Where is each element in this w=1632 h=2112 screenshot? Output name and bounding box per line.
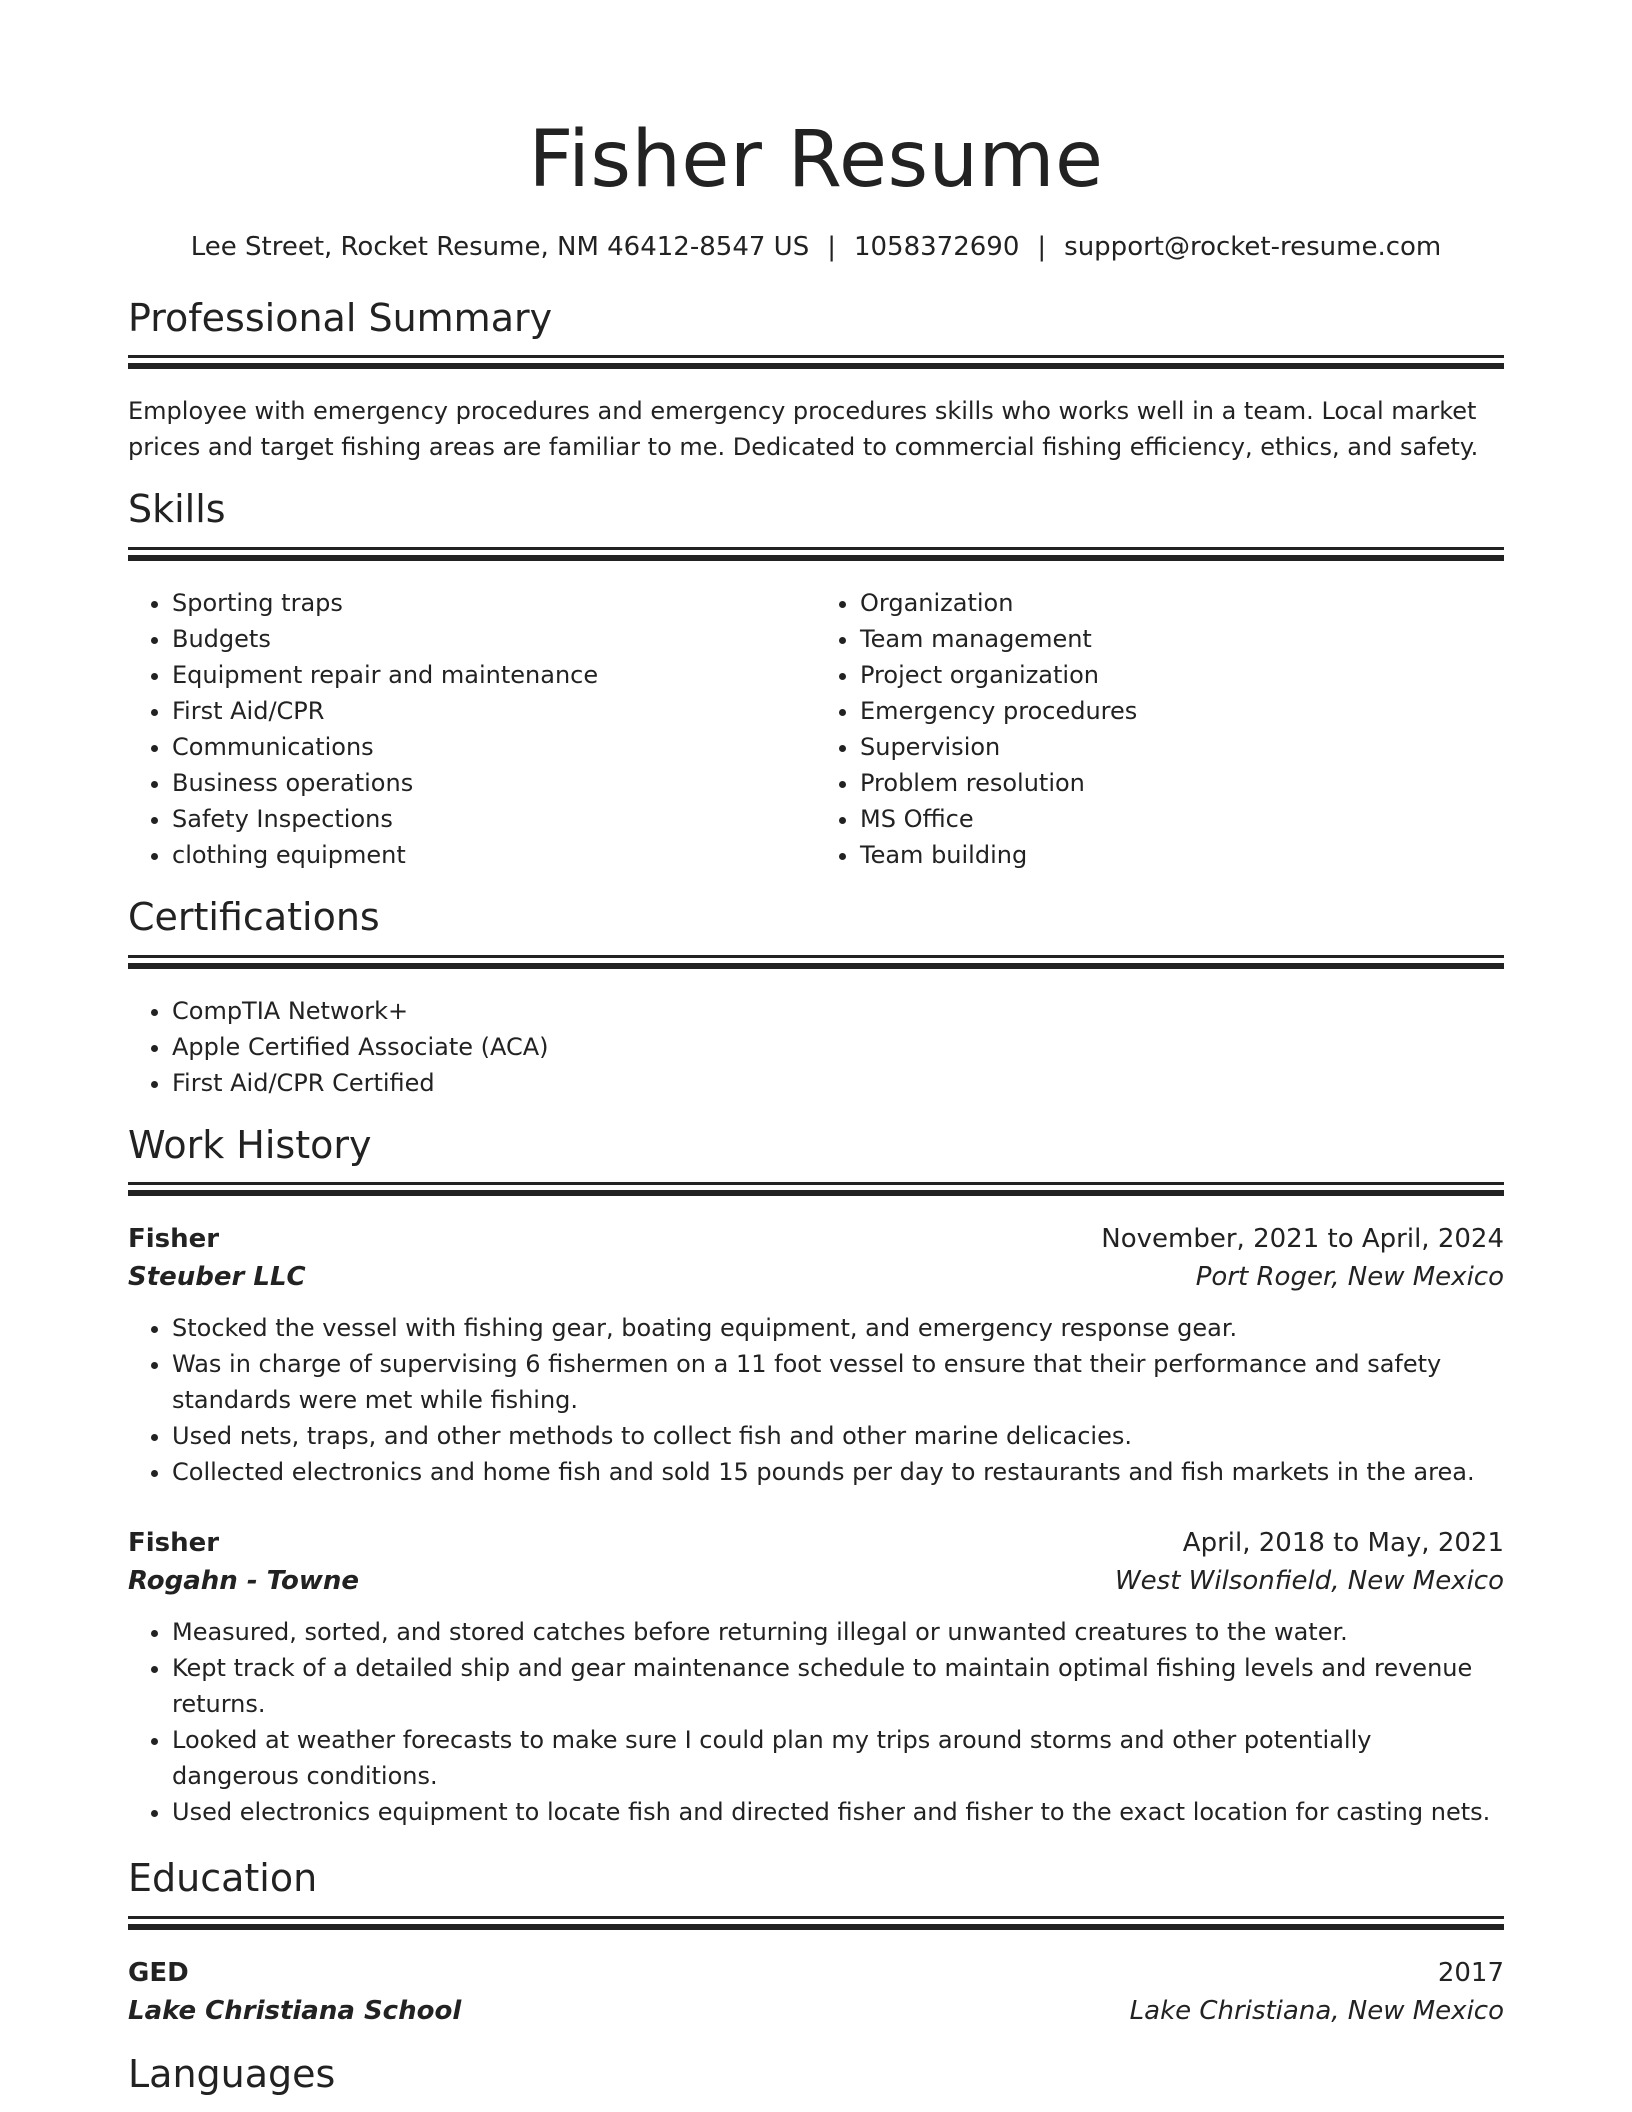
list-item: • Budgets: [172, 621, 816, 657]
skills-heading: Skills: [128, 487, 226, 532]
list-item: • Used electronics equipment to locate fish and directed fisher and fisher to the exact location for casting nets.: [172, 1794, 1504, 1830]
list-item: • Problem resolution: [860, 765, 1504, 801]
job-bullets: [128, 1614, 1504, 1830]
job-company: Steuber LLC: [128, 1262, 306, 1293]
section-divider: [128, 955, 1504, 977]
work-section: [128, 1123, 1504, 1831]
education-school: Lake Christiana School: [128, 1995, 462, 2026]
list-item: • Safety Inspections: [172, 801, 816, 837]
list-item: • Team management: [860, 621, 1504, 657]
contact-email[interactable]: support@rocket-resume.com: [1064, 231, 1442, 262]
contact-line: [128, 232, 1504, 262]
list-item: • Sporting traps: [172, 585, 816, 621]
job-company-row: [128, 1258, 1504, 1296]
skills-list-left: [128, 585, 816, 873]
job-bullets: [128, 1310, 1504, 1490]
section-divider: [128, 355, 1504, 377]
list-item: • Equipment repair and maintenance: [172, 657, 816, 693]
section-divider: [128, 1182, 1504, 1204]
list-item: • Was in charge of supervising 6 fishermen on a 11 foot vessel to ensure that their performance and safety standards were met while fishing.: [172, 1346, 1504, 1418]
work-heading: Work History: [128, 1122, 372, 1167]
list-item: • Supervision: [860, 729, 1504, 765]
list-item: • Kept track of a detailed ship and gear maintenance schedule to maintain optimal fishing levels and revenue returns.: [172, 1650, 1504, 1722]
job-location: West Wilsonfield, New Mexico: [1114, 1566, 1504, 1597]
list-item: • Stocked the vessel with fishing gear, boating equipment, and emergency response gear.: [172, 1310, 1504, 1346]
job-header-row: [128, 1524, 1504, 1562]
languages-section: [128, 2052, 1504, 2098]
education-section: [128, 1856, 1504, 2030]
job-company: Rogahn - Towne: [128, 1566, 360, 1597]
list-item: • Collected electronics and home fish and sold 15 pounds per day to restaurants and fish markets in the area.: [172, 1454, 1504, 1490]
section-divider: [128, 547, 1504, 569]
list-item: • MS Office: [860, 801, 1504, 837]
languages-heading: Languages: [128, 2051, 336, 2096]
list-item: • Looked at weather forecasts to make sure I could plan my trips around storms and other potentially dangerous conditions.: [172, 1722, 1504, 1794]
job-title: Fisher: [128, 1224, 220, 1255]
list-item: • Team building: [860, 837, 1504, 873]
resume-name: Fisher Resume: [528, 115, 1104, 205]
list-item: • Apple Certified Associate (ACA): [172, 1029, 1504, 1065]
list-item: • Business operations: [172, 765, 816, 801]
certifications-section: [128, 895, 1504, 1101]
contact-separator: |: [1037, 231, 1047, 262]
list-item: • Organization: [860, 585, 1504, 621]
education-heading: Education: [128, 1856, 318, 1901]
job-location: Port Roger, New Mexico: [1195, 1262, 1504, 1293]
education-header-row: [128, 1954, 1504, 1992]
list-item: • Communications: [172, 729, 816, 765]
list-item: • CompTIA Network+: [172, 993, 1504, 1029]
summary-text: Employee with emergency procedures and emergency procedures skills who works well in a team. Local market prices and target fishing areas are familiar to me. Dedicated to commercial fishing efficiency, ethics, and safety.: [128, 397, 1479, 462]
summary-section: [128, 296, 1504, 466]
list-item: • Used nets, traps, and other methods to collect fish and other marine delicacies.: [172, 1418, 1504, 1454]
skills-section: [128, 487, 1504, 873]
skills-columns: [128, 585, 1504, 873]
job-entry: [128, 1220, 1504, 1490]
list-item: • Measured, sorted, and stored catches before returning illegal or unwanted creatures to the water.: [172, 1614, 1504, 1650]
contact-phone: 1058372690: [853, 231, 1020, 262]
certifications-heading: Certifications: [128, 894, 380, 939]
job-company-row: [128, 1562, 1504, 1600]
certifications-list: [128, 993, 1504, 1101]
job-title: Fisher: [128, 1528, 220, 1559]
list-item: • Emergency procedures: [860, 693, 1504, 729]
job-dates: November, 2021 to April, 2024: [1101, 1224, 1504, 1255]
list-item: • Project organization: [860, 657, 1504, 693]
skills-list-right: [816, 585, 1504, 873]
education-school-row: [128, 1992, 1504, 2030]
education-degree: GED: [128, 1957, 189, 1988]
job-dates: April, 2018 to May, 2021: [1182, 1528, 1504, 1559]
section-divider: [128, 1916, 1504, 1938]
contact-address: Lee Street, Rocket Resume, NM 46412-8547 US: [190, 231, 810, 262]
list-item: • First Aid/CPR Certified: [172, 1065, 1504, 1101]
education-location: Lake Christiana, New Mexico: [1129, 1995, 1504, 2026]
education-year: 2017: [1437, 1957, 1504, 1988]
contact-separator: |: [827, 231, 836, 262]
list-item: • clothing equipment: [172, 837, 816, 873]
summary-heading: Professional Summary: [128, 295, 553, 340]
job-header-row: [128, 1220, 1504, 1258]
job-entry: [128, 1524, 1504, 1830]
list-item: • First Aid/CPR: [172, 693, 816, 729]
